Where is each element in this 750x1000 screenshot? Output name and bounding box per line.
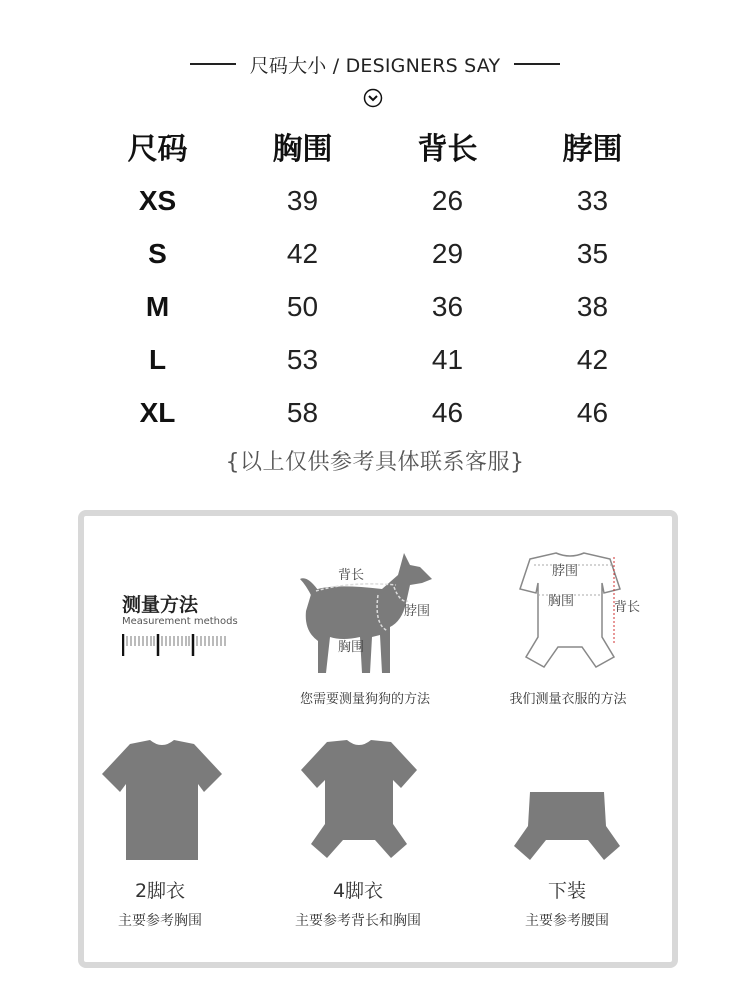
measurement-subtitle: Measurement methods (122, 616, 238, 627)
neck-cell: 46 (576, 396, 609, 428)
header-back-length: 背长 (417, 132, 478, 167)
size-table-header-row (85, 118, 665, 174)
garment-name: 下装 (547, 880, 586, 902)
header-size: 尺码 (127, 132, 188, 167)
size-cell: XL (139, 396, 176, 428)
neck-cell: 42 (576, 343, 609, 375)
size-cell: M (145, 290, 170, 322)
neck-cell: 33 (576, 184, 609, 216)
neck-cell: 38 (576, 290, 609, 322)
size-cell: S (148, 237, 167, 269)
section-header (0, 48, 750, 80)
cloth-label-back-length: 背长 (614, 600, 641, 615)
back-cell: 41 (431, 343, 464, 375)
dog-caption: 您需要测量狗狗的方法 (299, 692, 430, 707)
cloth-label-chest: 胸围 (548, 594, 575, 609)
clothing-caption: 我们测量衣服的方法 (509, 692, 627, 707)
chest-cell: 50 (286, 290, 319, 322)
dog-label-neck: 脖围 (404, 604, 431, 619)
table-row (85, 333, 665, 386)
back-cell: 46 (431, 396, 464, 428)
header-chest: 胸围 (272, 132, 333, 167)
two-leg-garment-icon (98, 740, 226, 865)
back-cell: 26 (431, 184, 464, 216)
chest-cell: 58 (286, 396, 319, 428)
chest-cell: 39 (286, 184, 319, 216)
header-title: 尺码大小 / DESIGNERS SAY (249, 54, 501, 77)
neck-cell: 35 (576, 237, 609, 269)
bottoms-garment-icon (512, 790, 622, 865)
garment-desc: 主要参考腰围 (525, 913, 609, 929)
four-leg-garment-icon (295, 740, 423, 865)
garment-name: 2脚衣 (134, 880, 186, 902)
garment-desc: 主要参考背长和胸围 (295, 913, 421, 929)
dog-measurement-illustration (290, 545, 450, 680)
header-rule-right (514, 63, 560, 65)
dog-label-back-length: 背长 (338, 568, 365, 583)
dog-label-chest: 胸围 (338, 640, 365, 655)
measurement-title: 测量方法 (122, 594, 199, 616)
ruler-icon (122, 632, 232, 658)
size-cell: L (148, 343, 167, 375)
table-row (85, 280, 665, 333)
chest-cell: 53 (286, 343, 319, 375)
back-cell: 36 (431, 290, 464, 322)
chevron-down-circle-icon (363, 88, 383, 108)
clothing-measurement-illustration (490, 545, 650, 680)
garment-name: 4脚衣 (332, 880, 384, 902)
header-rule-left (190, 63, 236, 65)
size-table (85, 118, 665, 439)
back-cell: 29 (431, 237, 464, 269)
table-row (85, 386, 665, 439)
cloth-label-neck: 脖围 (552, 564, 579, 579)
table-row (85, 227, 665, 280)
size-cell: XS (138, 184, 177, 216)
chest-cell: 42 (286, 237, 319, 269)
header-neck: 脖围 (562, 132, 623, 167)
reference-note: {以上仅供参考具体联系客服} (225, 450, 525, 475)
table-row (85, 174, 665, 227)
garment-desc: 主要参考胸围 (118, 913, 202, 929)
